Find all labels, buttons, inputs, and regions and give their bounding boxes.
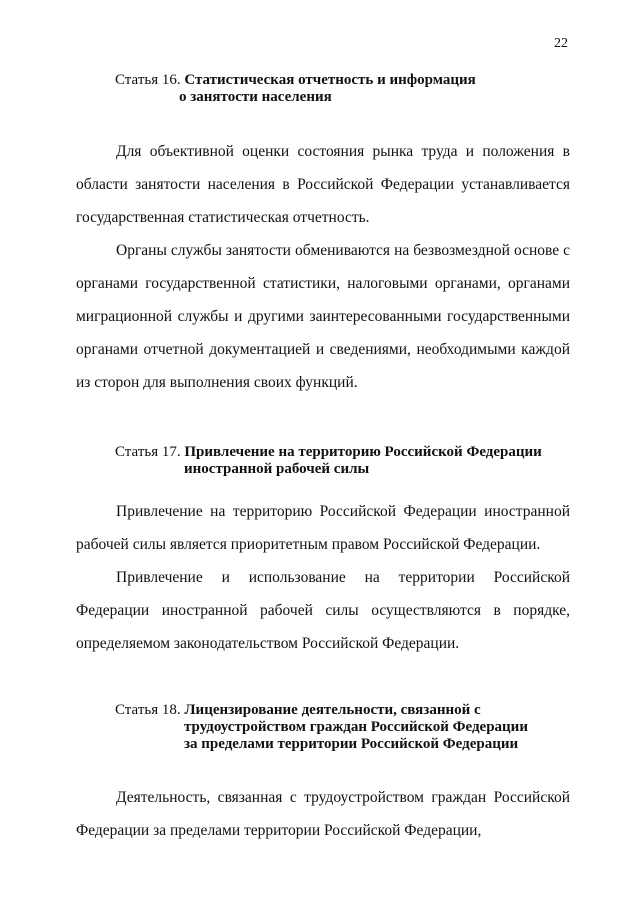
article-number: Статья 16. (115, 72, 181, 88)
article-18-paragraph-1: Деятельность, связанная с трудоустройством граждан Российской Федерации за пределами территории Российской Федерации, (76, 789, 570, 839)
article-title-line: иностранной рабочей силы (184, 461, 370, 477)
article-18-heading (115, 702, 585, 753)
article-title-line: о занятости населения (179, 89, 332, 105)
article-16-heading (115, 72, 585, 106)
article-17-heading (115, 444, 585, 478)
article-number: Статья 17. (115, 444, 181, 460)
article-17-paragraph-2: Привлечение и использование на территории Российской Федерации иностранной рабочей силы осуществляются в порядке, определяемом законодательством Российской Федерации. (76, 569, 570, 652)
article-16-paragraph-1: Для объективной оценки состояния рынка труда и положения в области занятости населения в Российской Федерации устанавливается государственная статистическая отчетность. (76, 143, 570, 226)
article-title-line: за пределами территории Российской Федерации (184, 736, 519, 752)
article-title-line: трудоустройством граждан Российской Федерации (184, 719, 528, 735)
article-title-line: Статистическая отчетность и информация (184, 72, 476, 88)
article-title-line: Лицензирование деятельности, связанной с (184, 702, 481, 718)
article-title-line: Привлечение на территорию Российской Федерации (184, 444, 542, 460)
article-16-paragraph-2: Органы службы занятости обмениваются на безвозмездной основе с органами государственной статистики, налоговыми органами, органами миграционной службы и другими заинтересованными государственными органами отчетной документацией и сведениями, необходимыми каждой из сторон для выполнения своих функций. (76, 242, 570, 391)
article-17-paragraph-1: Привлечение на территорию Российской Федерации иностранной рабочей силы является приоритетным правом Российской Федерации. (76, 503, 570, 553)
page-number: 22 (554, 36, 568, 51)
article-number: Статья 18. (115, 702, 181, 718)
